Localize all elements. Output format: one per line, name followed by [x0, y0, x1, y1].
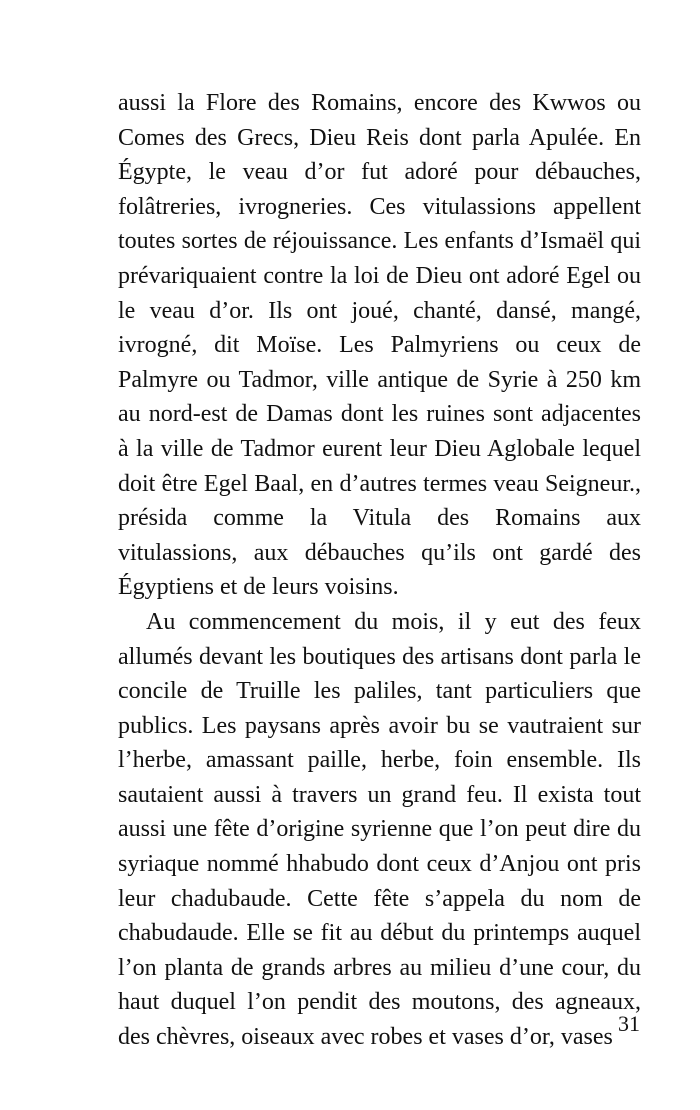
- paragraph-festivals: Au commencement du mois, il y eut des feux allumés devant les boutiques des artisans dont parla le concile de Truille les paliles, tant particuliers que publics. Les paysans après avoir bu se vautraient sur l’herbe, amassant paille, herbe, foin ensemble. Ils sautaient aussi à travers un grand feu. Il exista tout aussi une fête d’origine syrienne que l’on peut dire du syriaque nommé hhabudo dont ceux d’Anjou ont pris leur chadubaude. Cette fête s’appela du nom de chabudaude. Elle se fit au début du printemps auquel l’on planta de grands arbres au milieu d’une cour, du haut duquel l’on pendit des moutons, des agneaux, des chèvres, oiseaux avec robes et vases d’or, vases: [118, 608, 641, 1051]
- page-number: 31: [618, 1011, 640, 1036]
- body-text: [118, 86, 641, 1055]
- paragraph-continuation: aussi la Flore des Romains, encore des Kwwos ou Comes des Grecs, Dieu Reis dont parla Apulée. En Égypte, le veau d’or fut adoré pour débauches, folâtreries, ivrogneries. Ces vitulassions appellent toutes sortes de réjouissance. Les enfants d’Ismaël qui prévariquaient contre la loi de Dieu ont adoré Egel ou le veau d’or. Ils ont joué, chanté, dansé, mangé, ivrogné, dit Moïse. Les Palmyriens ou ceux de Palmyre ou Tadmor, ville antique de Syrie à 250 km au nord-est de Damas dont les ruines sont adjacentes à la ville de Tadmor eurent leur Dieu Aglobale lequel doit être Egel Baal, en d’autres termes veau Seigneur., présida comme la Vitula des Romains aux vitulassions, aux débauches qu’ils ont gardé des Égyptiens et de leurs voisins.: [118, 90, 641, 601]
